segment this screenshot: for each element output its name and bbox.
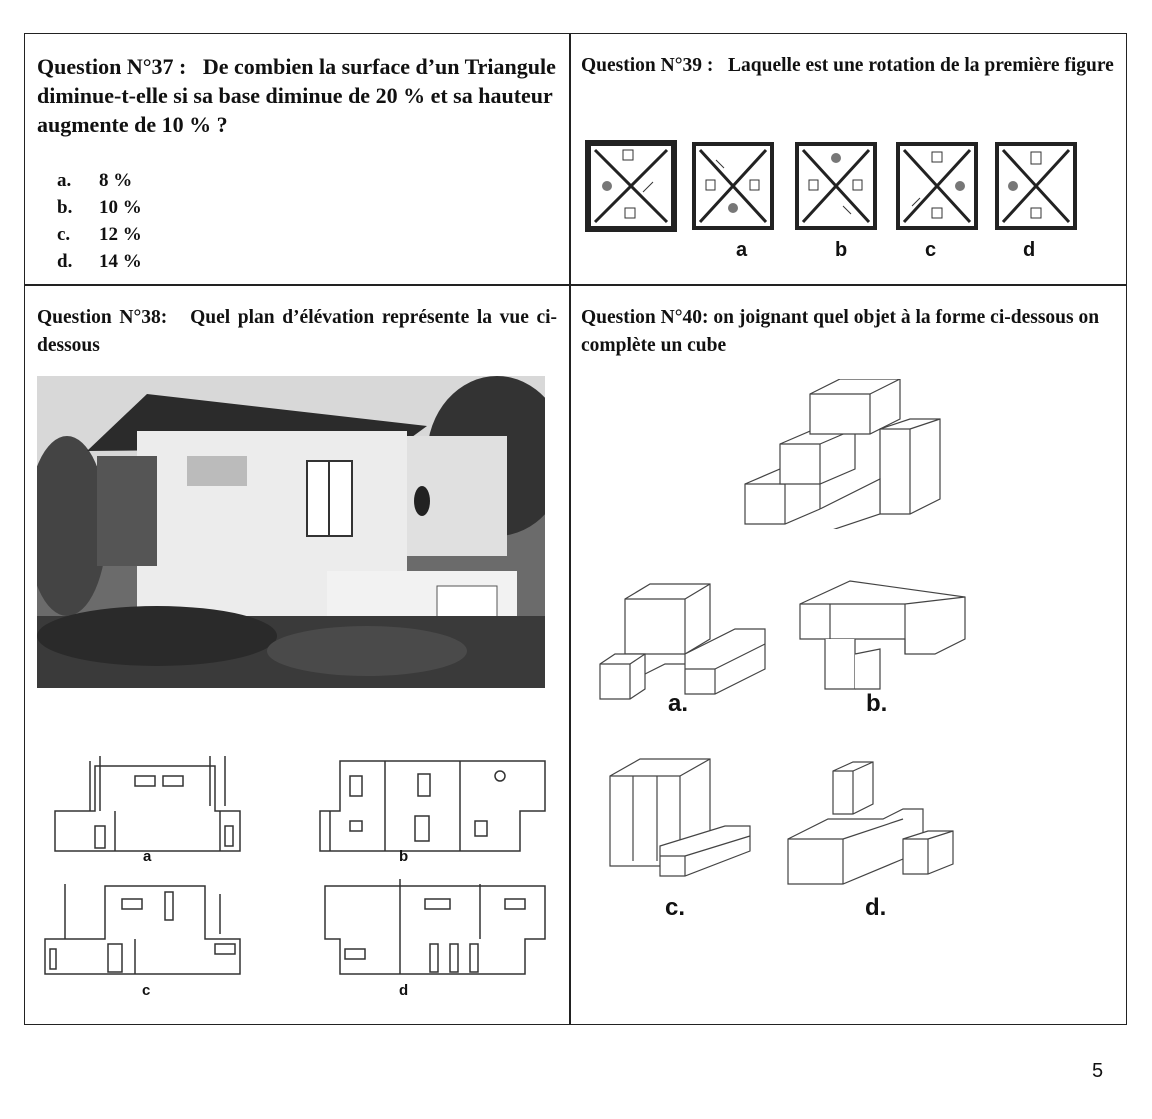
question-grid [24, 33, 1127, 1025]
rotation-original-figure [585, 140, 677, 232]
elevation-label-b: b [399, 848, 409, 865]
target-shape [740, 379, 945, 529]
column-divider [569, 34, 571, 1024]
elevation-plan-b[interactable] [310, 746, 550, 856]
question-39 [581, 52, 1116, 80]
rotation-option-c[interactable] [896, 142, 978, 230]
rotation-label-c: c [925, 239, 937, 261]
elevation-plan-a[interactable] [45, 746, 245, 856]
elevation-label-c: c [142, 982, 151, 999]
question-38-number: Question N°38: [37, 307, 168, 328]
cube-label-d: d. [865, 894, 887, 921]
question-37-text: De combien la surface d’un Triangule diminue-t-elle si sa base diminue de 20 % et sa hauteur augmente de 10 % ? [37, 54, 556, 137]
question-40 [581, 304, 1116, 360]
question-40-number: Question N°40: [581, 307, 709, 328]
choice-a[interactable]: a. 8 % [57, 170, 133, 191]
question-40-text: on joignant quel objet à la forme ci-dessous on complète un cube [581, 307, 1100, 356]
elevation-label-d: d [399, 982, 409, 999]
choice-d[interactable]: d. 14 % [57, 251, 142, 272]
rotation-option-a[interactable] [692, 142, 774, 230]
question-38-text: Quel plan d’élévation représente la vue ci-dessous [37, 307, 558, 356]
question-37-choices [57, 167, 557, 275]
elevation-label-a: a [143, 848, 152, 865]
question-37 [37, 52, 557, 275]
cube-option-b[interactable] [795, 579, 970, 699]
rotation-label-a: a [736, 239, 748, 261]
cube-option-d[interactable] [783, 759, 958, 889]
elevation-plan-c[interactable] [40, 874, 250, 979]
question-39-text: Laquelle est une rotation de la première figure [728, 55, 1114, 76]
page-number: 5 [1092, 1060, 1104, 1082]
cube-label-c: c. [665, 894, 686, 921]
question-37-number: Question N°37 : [37, 54, 187, 79]
cube-option-c[interactable] [605, 756, 785, 886]
rotation-option-b[interactable] [795, 142, 877, 230]
elevation-plan-d[interactable] [320, 874, 550, 979]
question-39-number: Question N°39 : [581, 55, 714, 76]
rotation-option-d[interactable] [995, 142, 1077, 230]
rotation-label-d: d [1023, 239, 1036, 261]
cube-label-b: b. [866, 690, 888, 717]
rotation-label-b: b [835, 239, 848, 261]
house-photo [37, 376, 545, 688]
row-divider [25, 284, 1126, 286]
choice-b[interactable]: b. 10 % [57, 197, 142, 218]
question-38 [37, 304, 557, 360]
choice-c[interactable]: c. 12 % [57, 224, 142, 245]
cube-label-a: a. [668, 690, 689, 717]
